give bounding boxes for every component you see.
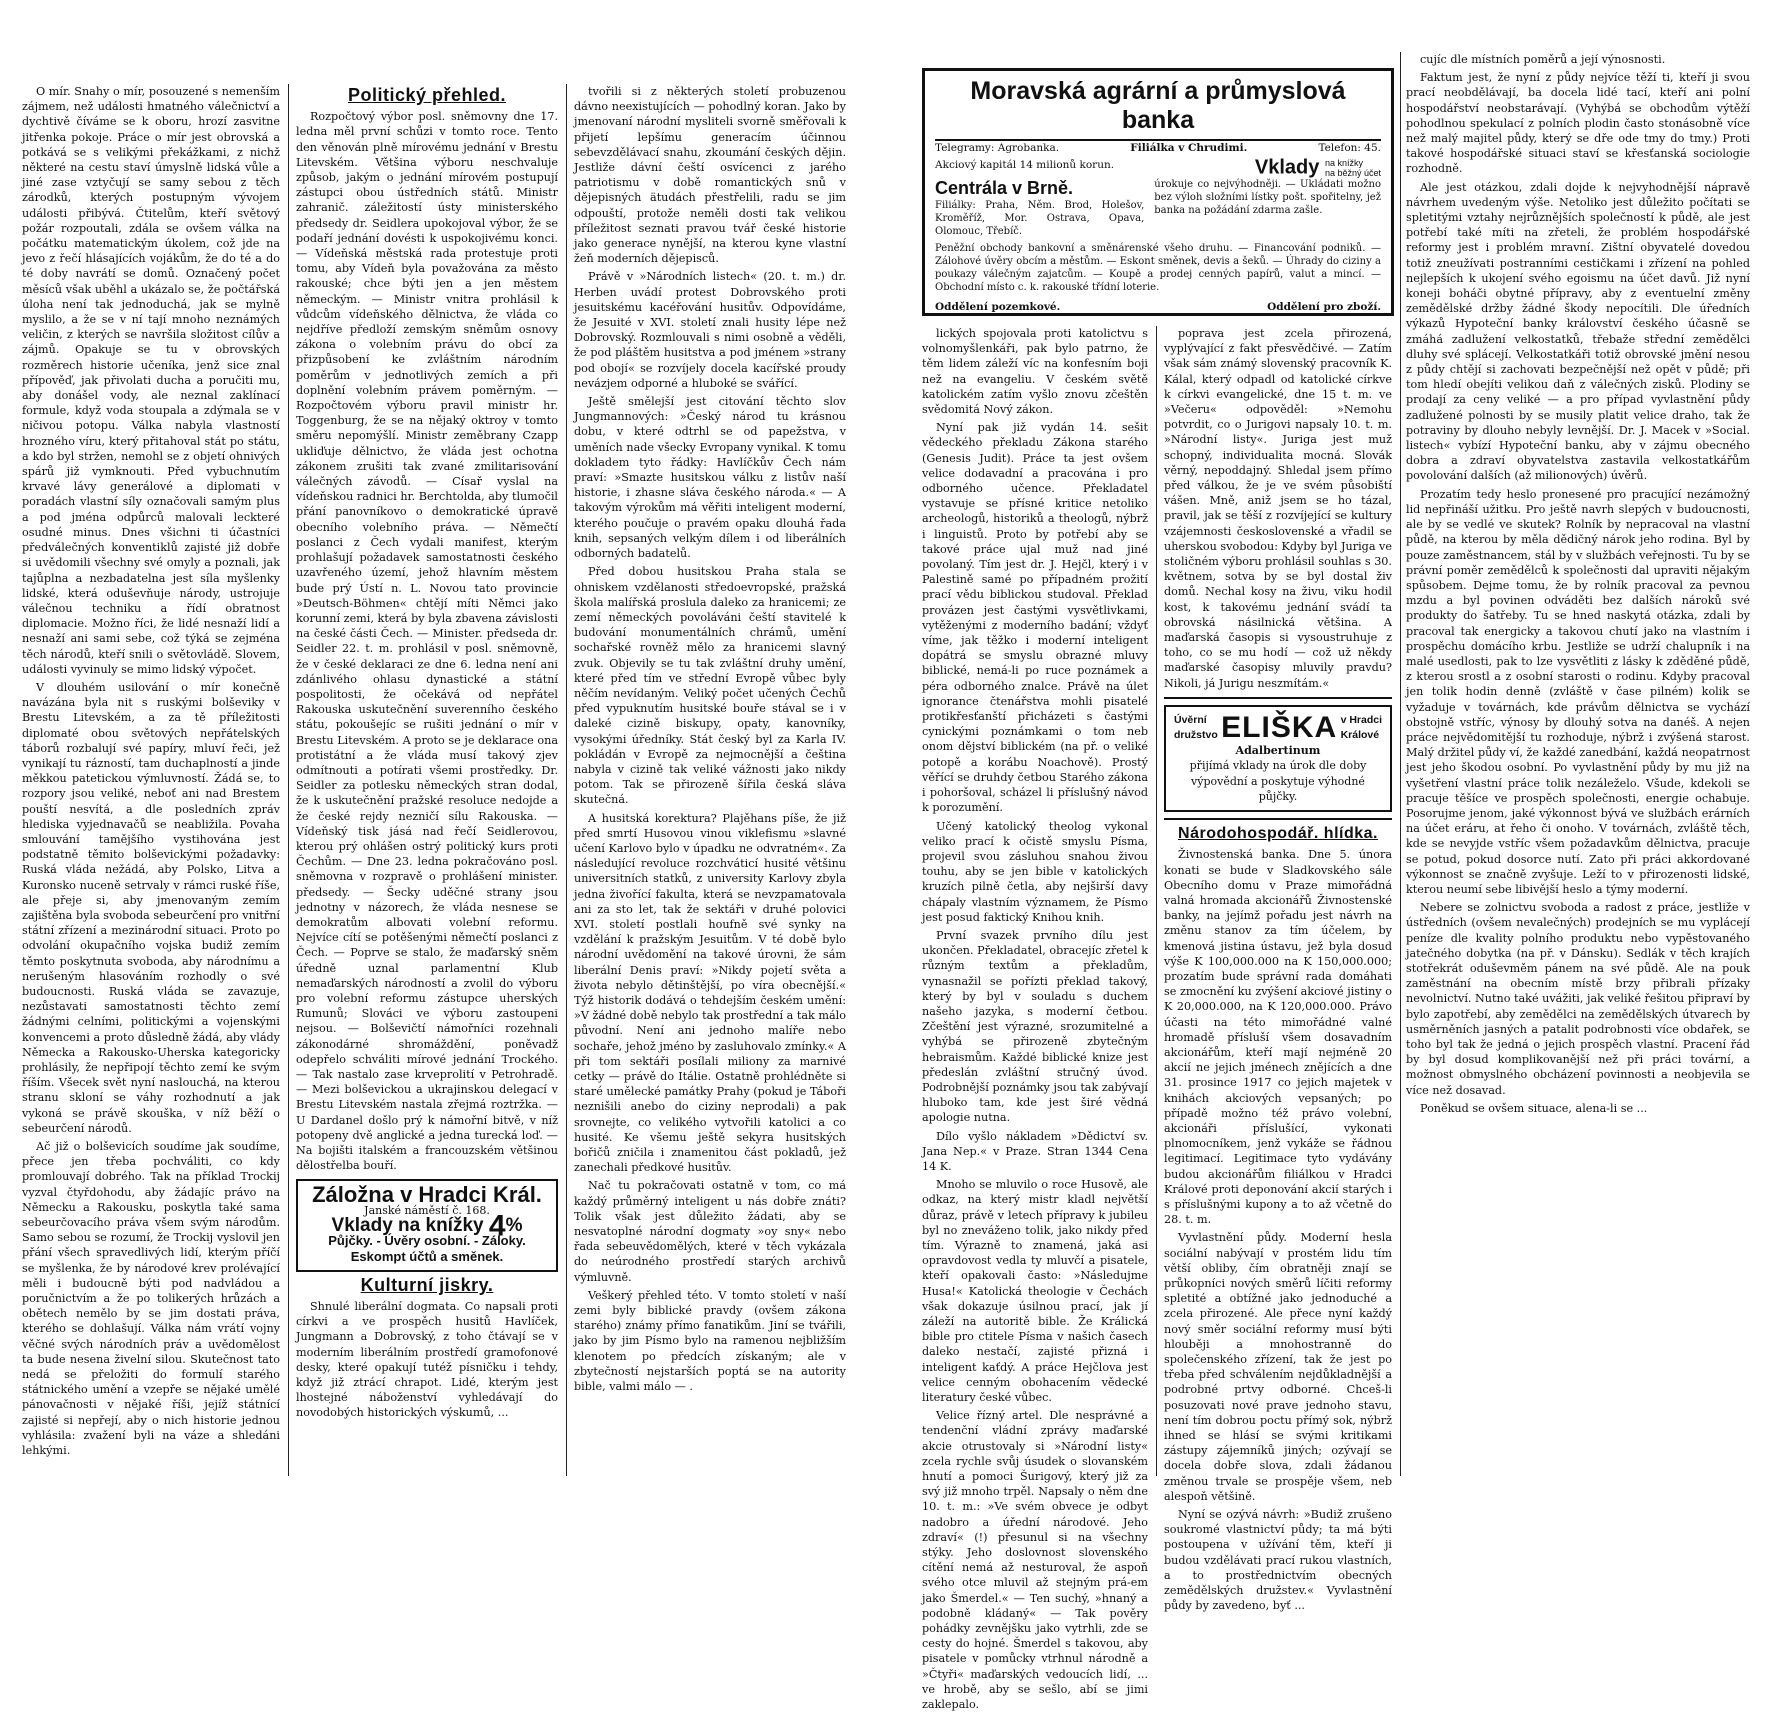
eliska-right-line-1: v Hradci <box>1340 713 1382 726</box>
eliska-right-line-2: Králové <box>1340 729 1380 742</box>
ad-line-2: Eskompt účtů a směnek. <box>350 1248 504 1264</box>
article-paragraph: lických spojovala proti katolictvu s volnomyšlenkáři, pak bylo patrno, že těm lidem záleží víc na konfesním boji než na evangeliu. V českém světě katolickém zatím vyšlo znovu zčeštěn svědomitá Nový zákon. <box>922 327 1148 417</box>
column-divider <box>1156 326 1157 1476</box>
bank-vklady-text: úrokuje co nejvýhodněji. — Ukládati možno bez výloh složními lístky pošt. spořitelny, jež banka na požádání zdarma zašle. <box>1154 179 1381 216</box>
article-paragraph: Shnulé liberální dogmata. Co napsali proti církvi a ve prospěch husitů Havlíček, Jungmann a Dobrovský, z toho čtávají se v moderním liberálním prostředí gramofonové desky, které opakují tutéž písničku i tehdy, když již ztrácí chrapot. Lidé, kterým jest lhostejné náboženství vyhledávají do novodobých historických výskumů, ... <box>296 1300 558 1420</box>
column-divider <box>1400 52 1401 1476</box>
article-paragraph: A husitská korektura? Plajěhans píše, že již před smrtí Husovou vinou viklefismu »slavné učení Karlovo bylo v úpadku ne odvratném«. Za následující revoluce rozchváticí husité většinu universitních statků, z university Karlovy zbyla jedna živořící fakulta, která se nevzpamatovala ani za sto let, tak že sektáři v druhé polovici XVI. století postlali houfně své synky na vzdělání k pražským Jesuitům. V té době bylo národní uvědomění na takové úrovni, že sám liberální Denis praví: »Nikdy pojetí světa a života nebylo dětinštější, po víra obecnější.« Týž historik dodává o tehdejším českém umění: »V žádné době nebylo tak prostřední a tak málo původní. Není ani jednoho malíře nebo sochaře, jehož jméno by zasluhovalo zmínky.« A při tom sektáři posílali miliony za marnivé cetky — právě do Itálie. Ostatně prohlédněte si staré umělecké památky Prahy (pokud je Táboři neznišili anebo do ciziny neprodali) a pak srovnejte, co velikého vytvořili katolici a co husité. Ke všemu ještě sekyra husitských bořičů zničila i znamenitou část pokladů, jež zanechali předkové husitův. <box>574 811 846 1175</box>
bank-vklady-option-2: na běžný účet <box>1324 168 1381 178</box>
bank-phone: Telefon: 45. <box>1318 142 1381 154</box>
ad-vklady-label: Vklady na knížky <box>331 1214 484 1236</box>
eliska-subtitle: Adalbertinum <box>1235 744 1321 758</box>
right-column-1 <box>922 326 1148 1712</box>
eliska-header <box>1174 713 1382 743</box>
article-paragraph: Učený katolický theolog vykonal veliko prací k očistě smyslu Písma, projevil svou zásluhou snahou živou touhu, aby se jen bible v katolických kruzích pilně četla, aby nejširší davy chápaly vlastním významem, že Písmo jest posud faktický Knihou knih. <box>922 819 1148 924</box>
left-newspaper-page <box>0 0 880 1500</box>
right-column-3 <box>1406 52 1750 1476</box>
article-paragraph: Právě v »Národních listech« (20. t. m.) dr. Herben uvádí protest Dobrovského proti jesuitskému kacéřování husitův. Odpovídáme, že Jesuité v XVI. století znali husity lépe než Dobrovský. Rozmlouvali s nimi osobně a věděli, že pod pláštěm husitstva a pod jménem »strany pod obojí« se rozvíjely docela kacířské proudy nevázjem odporné a hluboké se svářící. <box>574 270 846 390</box>
article-paragraph: O mír. Snahy o mír, posouzené s nemenším zájmem, než události hmatného válečnictví a dychtivě číváme se k oboru, hrozí zasvitne jitřenka pokoje. Práce o mír jest obrovská a potkává se s velikými překážkami, z nichž některé na cestu staví úmyslně lidská vůle a jiné zase vztyčují se samy sebou z těch zárodků, kterých postupným vývojem události přibývá. Čtitelům, kteří světový požár rozpoutali, zdála se ovšem válka na počátku matematickým úkolem, což jde na jevo z řečí hlásajících vojákům, že do té a do té doby navrátí se domů. Označený počet měsíců však uběhl a ukázalo se, že počtářská úloha není tak jednoduchá, jak se mylně myslilo, a že se v ní tají mnoho neznámých veličin, z kterých se navršila složitost cílův a zájmů. Opakuje se tu v obrovských rozměrech historie učeníka, jenž sice znal přípověď, jak přivolati ducha a poručiti mu, aby donášel vody, ale neznal zaklínací formule, když voda stoupala a zdýmala se v ničivou potopu. Válka nabyla vlastností hrozného víru, který přitahoval stát po státu, a kdo byl stržen, nemohl se z objetí ohnivých spárů již vymknouti. Před vybuchnutím krvavé lávy generálové a diplomati v poradách vlastní síly označovali samým plus a pod jména odpůrců malovali leckteré osudné minus. Dnes všichni ti účastníci předválečných konventiklů zajisté již dobře si uvědomili všechny své omyly a poznali, jak tajůplna a nezbadatelna jest síla myšlenky lidské, která oduševňuje národy, ustrojuje válečnou techniku a řídí obratnost diplomacie. Možno říci, že lidé nesnaží lidí a nesnaží ani sami sebe, což týká se zejména těch národů, kteří snili o světovládě. Slovem, události vyvinuly se mimo lidský výpočet. <box>22 85 280 676</box>
column-divider <box>288 84 289 1476</box>
bank-footer-row <box>935 300 1381 314</box>
ad-address: Janské náměstí č. 168. <box>364 1203 490 1217</box>
article-paragraph: Faktum jest, že nyní z půdy nejvíce těží ti, kteří ji svou prací neobdělávají, ba docela lidé tací, kteří ani polní hospodářství neobstarávají. (Vyhýbá se obchodům výtěží pohodlnou spekulací z polních plodin často stonásobně více než malý majitel půdy, který se dře ode tmy do tmy.) Proti takové hospodářské situaci staví se křesťanská sociologie rozhodně. <box>1406 71 1750 176</box>
bank-vklady-label: Vklady <box>1254 156 1320 179</box>
left-column-1 <box>22 84 280 1476</box>
article-paragraph: Ač již o bolševicích soudíme jak soudíme, přece jen třeba pochváliti, co kdy promlouvají dobrého. Tak na příklad Trockij vyzval čtyřdohodu, aby žádajíc právo na Německu a Rakousku, poskytla také sama sebeurčovacího práva všem svým národům. Samo sebou se rozumí, že Trockij vyslovil jen přání všech spravedlivých lidí, kterým příčí se myšlenka, že by národové krev prolévající měli i budoucně býti pod nadvládou a poručnictvím a že po tolikerých hrůzách a obětech nemělo by se jim dostati práva, kterého se dohlašují. Válka nám vrátí vojny věčné svých národních práv a uvědomělost ta bude nesena živelní silou. Skutečnost tato nedá se přeložiti do formulí starého státnického umění a vzepře se nějaké umělé pánovačnosti v nějaké říši, jejíž státnící zajisté si nepřejí, aby o nich historie jednou vyhlásila: zvažení byli na váze a shledáni lehkými. <box>22 1140 280 1458</box>
bank-centrala-block <box>935 178 1144 238</box>
bank-title: Moravská agrární a průmyslová banka <box>935 77 1381 141</box>
bank-capital: Akciový kapitál 14 milionů korun. <box>935 159 1115 171</box>
article-paragraph: Vyvlastnění půdy. Moderní hesla sociální nabývají v prostém lidu tím větší obliby, čím obratněji znají se průkopníci nových směrů líčiti reformy spletité a obtížné jako jednoduché a zcela přirozené. Ale přece nyní každý nový směr sociální reformy musí býti hlouběji a mnohostranně do společenského zřízení, tak že jest po třeba před schválením nejdůkladnější a podrobné prtvy odborné. Chceš-li posuzovati nové prave jednoho stavu, není tím dobrou poctu přímý sok, nýbrž ihned se hlásí se svými kritikami zástupy zájemníků jiných; ozývají se docela dobře slova, zdali žádanou změnou trvale se prospěje všem, neb alespoň většině. <box>1164 1231 1392 1503</box>
article-paragraph: V dlouhém usilování o mír konečně navázána byla nit s ruskými bolševiky v Brestu Litevském, a za tě příležitosti diplomaté obou světových nepřátelských táborů rozbalují své papíry, mluví řeči, jež vynikají tu rázností, tam duchaplností a jinde měkkou patetickou výmluvností. Žádá se, to rozpory jsou veliké, neboť ani nad Brestem pouští nesvítá, a dle posledních zpráv hlediska vyjednavačů se neabližila. Povaha smlouvání tamějšího vystihována jest podstatně těmito bolševickými požadavky: Ruská vláda nežádá, aby Polsko, Litva a Kuronsko nuceně setrvaly v rámci ruské říše, ale přeje si, aby jmenovaným zemím zajištěna byla svoboda sebeurčení pro vnitřní státní zřízení a mezinárodní situaci. Proto po odvolání okupačního vojska budiž zemím těmto poskytnuta svoboda, aby národnímu a nerušeným hlasováním rozhodly o své budoucnosti. Ruská vláda se zavazuje, nezůstavati samostatnosti těchto zemí žádnými celními, politickými a vojenskými konvencemi a proto důsledně žádá, aby vlády Německa a Rakousko-Uherska kategoricky prohlásily, že nepřipojí těchto zemí ke svým říším. Všecek svět nyní naslouchá, na kterou stranu skloní se váhy rozhodnutí a jak vykoná se právě skouška, v níž běží o sebeurčení národů. <box>22 680 280 1135</box>
article-paragraph: Ještě smělejší jest citování těchto slov Jungmannových: »Český národ tu krásnou dobu, v které odtrhl se od papežstva, v uměních nade všecky Evropany vynikal. K tomu dokladem tyto řádky: Havlíčkův Čech nám praví: »Smazte husitskou válku z listův naší historie, i zhasne sláva českého národa.« — A takovým výrokům má věřiti inteligent moderní, kterého poučuje o pravém opaku dlouhá řada knih, sepsaných velkým dílem i od liberálních odborných badatelů. <box>574 395 846 561</box>
right-column-2 <box>1164 326 1392 1613</box>
article-paragraph: Živnostenská banka. Dne 5. února konati se bude v Sladkovského sále Obecního domu v Praze mimořádná valná hromada akcionářů Živnostenské banky, na jejímž pořadu jest návrh na změnu stanov za tím účelem, by kmenová jistina ústavu, jež byla dosud výše K 100,000.000 na K 150,000.000; prozatím bude správní rada domáhati se zmocnění ku zvýšení akciové jistiny o K 20,000.000, na K 120,000.000. Právo účasti na této mimořádné valné hromadě přísluší všem dosavadním akcionářům, kteří mají nejméně 20 akcií ne jejich jménech znějících a dne 31. prosince 1917 co jejich majetek v knihách akciových vepsaných; po případě možno též právo volební, akcionáři příslušící, vykonati plnomocníkem, jenž vykáže se řádnou legitimací. Legitimace tyto vydávány budou akcionářům filiálkou v Hradci Králové proti deponování akcií starých i s příslušnými kupony a to až včetně do 28. t. m. <box>1164 848 1392 1227</box>
article-paragraph: Velice řízný artel. Dle nesprávné a tendenční vládní zprávy maďarské akcie otrustovaly si »Národní listy« zcela rychle svůj úsudek o slovanském hnutí a pomoci Šurigový, který již za svý již mnoho trpěl. Napsaly o něm dne 10. t. m.: »Ve svém obvece je odbyt nadobro a úřední národové. Jeho zdraví« (!) přesunul si na všechny stýky. Jeho doslovnost slovenského cítění nemá až nesturoval, že aspoň svého otce mluvil až stejným prá-em jako Šmerdel.« — Ten suchý, »hnaný a podobně kládaný« — Tak pověry pohádky zevnějšku jako vytrhli, zde se cesty do hojné. Šmerdel s takovou, aby pisatele v pomůcky vtrhnul národně a »Čtyři« maďarských vedoucích lidí, ... ve hrobě, aby se sešlo, abí se jimi zaklepalo. <box>922 1409 1148 1712</box>
article-paragraph: Prozatím tedy heslo pronesené pro pracující nezámožný lid nepřináší užitku. Pro ještě navrh slepých v budoucnosti, ale by se vedlé ve skutek? Rolník by nepracoval na vlastní půdě, na kterou by měla dědičný nárok jeho rodina. Byl by pouze zaměstnancem, stál by v službách veřejnosti. Tu by se právní poměr zemědělců k společnosti dal upraviti nějakým spůsobem. Dejme tomu, že by rolník pracoval za pevnou mzdu a byl povinen odváděti bez dalších nároků své produkty do šatřeby. Tu se hned naskytá otázka, zdali by pracoval tak energicky a takovou chutí jako na vlastním i prospěchu domácího krbu. Jestliže se udrží chalupník i na malé usedlosti, pak to lze vysvětliti z lásky k zděděné půdě, z kterou srostl a z osobní starosti o rodinu. Kdyby pracoval jen tolik hodin denně (zvláště v čase pilném) kolik se vyžaduje v továrnách, kde právům dělnictva se vychází obstojně vstříc, výnosy by dlouhý sotva na danéš. A nejen práce nejvědomitější tu rozhoduje, nýbrž i zvýšená starost. Malý držitel půdy ví, že každé zanedbání, každá neopatrnost jest jeho škodou osobní. Po vyvlastnění půdy by mu již na vyšetření vlastní práce tolik nezáleželo. Všude, kdekoli se pracuje těšíce ve prospěch společnosti, energie ochabuje. Posorujme jenom, jaké výkonnost bývá ve službách erárních na účet eráru, at řeho či onoho. V továrnách, zvláště těch, kde se nevyjde vstříc všem požadavkům dělnictva, pracuje se potud, pokud dosorce nutí. Zato při práci akkordované výkonnost se značně zvyšuje. Leží to v přirozenosti lidské, kterou neumí sebe libivější heslo a týmy moderní. <box>1406 487 1750 896</box>
page-gutter <box>880 0 904 1500</box>
bank-filialky: Filiálky: Praha, Něm. Brod, Holešov, Kroměříž, Mor. Ostrava, Opava, Olomouc, Třebíč. <box>935 200 1145 237</box>
section-title-politicky-prehled: Politický přehled. <box>347 85 507 105</box>
ad-line-1: Půjčky. - Úvěry osobní. - Záloky. <box>328 1233 526 1249</box>
article-paragraph: První svazek prvního dílu jest ukončen. Překladatel, obracejíc zřetel k různým textům a překladům, vynasnažil se pořízti překlad takový, který by byl v souladu s duchem našeho jazyka, s moderní četbou. Zčeštění jest výrazné, srozumitelné a vyhýbá se přirozeně zbytečným hebraismům. Každé biblické knize jest předeslán zvláštní stručný úvod. Podrobnější poznámky jsou tak zabývají hluboko tam, kde jest širé vědná apologie nutna. <box>922 928 1148 1125</box>
article-paragraph: tvořili si z některých století probuzenou dávno neexistujících — pohodlný koran. Jako by jmenovaní národní mysliteli svorně směřovali k přijetí lepšímu generacím účinnou sebevzdělávací snahu, zkoumání českých dějin. Jestliže dávní čeští osvícenci z jarého patriotismu v době romantických snů v dějepisných ätudách přestřelili, radu se jim odpouští, protože neměli dosti tak velikou příležitost seznati pravou tvář české historie jako generace nynější, na kterou kyne vlastní žeň moderních dějepisců. <box>574 85 846 266</box>
horizontal-rule <box>1164 818 1392 820</box>
bank-telegram: Telegramy: Agrobanka. <box>935 142 1060 154</box>
bank-capital-row <box>935 158 1381 178</box>
article-paragraph: Rozpočtový výbor posl. sněmovny dne 17. ledna měl první schůzi v tomto roce. Tento den věnován plně mírovému jednání v Brestu Litevském. Většina výboru neschvaluje způsob, jakým o jednání mírovém postupují zástupci obou ústředních států. Ministr zahranič. záležitostí ústy ministerského předsedy dr. Seidlera upokojoval výbor, že se podaří jednání dovésti k uspokojivému konci. — Vídeňská městská rada protestuje proti tomu, aby Vídeň byla považována za město rakouské; chce býti jen a jen městem německým. — Ministr vnitra prohlásil k vůdcům vídeňského dělnictva, že vláda co nejdříve předloží zemským sněmům osnovy zákona o volebním právu do obcí za přizpůsobení ke zvláštním národním poměrům v jednotlivých zemích a při doplnění volebním právem poměrným. — Rozpočtovém výboru pravil ministr hr. Toggenburg, že se na nějaký oktroy v tomto směru nepomýšlí. Ministr zeměbrany Czapp ukliďuje dělnictvo, že vláda jest ochotna zákonem zrušiti tak zvané zmilitarisování válečných závodů. — Císař vyslal na vídeňskou radnici hr. Berchtolda, aby tlumočil přání panovníkovo o demokratické úpravě obecního volebního práva. — Němečtí poslanci z Čech vydali manifest, kterým prohlašují požadavek samostatnosti českého uzavřeného území, jehož hlavním městem bude prý Ústí n. L. Novou tato provincie »Deutsch-Böhmen« chtějí míti Němci jako korunní zemi, která by byla zbavena závislosti na české části Čech. — Minister. předseda dr. Seidler 22. t. m. prohlásil v posl. sněmovně, že v české deklaraci ze dne 6. ledna není ani zdánlivého ohlasu dynastické a státní pospolitosti, že očekává od nepřátel Rakouska uskutečnění suverenního českého státu, pokoušejíc se rušiti jednání o mír v Brestu Litevském. A proto se je deklarace ona protistátní a že vláda musí takový zjev odmítnouti a potírati všemi prostředky. Dr. Seidler za potlesku německých stran dodal, že k uskutečnění pražské resoluce nedojde a že české rejdy nezničí sílu Rakouska. — Vídeňský tisk jásá nad řečí Seidlerovou, kterou prý ohlášen ostrý politický kurs proti Čechům. — Dne 23. ledna pokračováno posl. sněmovna v rozpravě o prohlášení minister. předsedy. — Šecky uděčné strany jsou jednotny v názorech, že vláda nesnese se demokratům albovati volební reformu. Nejvíce cítí se potěšenými němečtí poslanci z Čech. — Poprve se stalo, že maďarský sněm úředně uznal parlamentní Klub nemaďarských národností a zvolil do výboru pro volební reformu zástupce uherských Rumunů; Slováci ve výboru zastoupeni nejsou. — Bolševičtí námořníci rozehnali zákonodárné shromáždění, poněvadž odepřelo schváliti mírové jednání Trockého. — Tak nastalo zase krveprolití v Petrohradě. — Mezi bolševickou a ukrajinskou delegací v Brestu Litevském nastala zřejmá roztržka. — U Dardanel došlo prý k námořní bitvě, v níž potopeny dvě anglické a jedna turecká loď. — Na bojišti italském a francouzském většinou dělostřelba bouří. <box>296 110 558 1173</box>
bank-centrala: Centrála v Brně. <box>935 178 1074 198</box>
article-paragraph: Poněkud se ovšem situace, alena-li se ... <box>1420 1101 1648 1115</box>
left-column-3 <box>574 84 846 1476</box>
column-divider <box>566 84 567 1476</box>
ad-rate: 4 <box>488 1209 506 1243</box>
bank-department-land: Oddělení pozemkové. <box>935 301 1061 313</box>
ad-rate-suffix: % <box>505 1214 523 1236</box>
eliska-advertisement <box>1164 705 1392 812</box>
article-paragraph: Před dobou husitskou Praha stala se ohniskem vzdělanosti středoevropské, pražská škola malířská proslula daleko za hranicemi; ze zemí německých povoláváni čeští stavitelé k budování monumentálních chrámů, umění sochařské rovněž mělo za hranicemi slavný zvuk. Objevily se tu tak zvláštní druhy umění, které před tím ve střední Evropě vůbec byly něčím nevídaným. Veliký počet učených Čechů před vypuknutím husitské bouře stával se i v daleké cizině biskupy, opaty, kanovníky, vysokými úředníky. Stát český byl za Karla IV. pokládán v Evropě za nejmocnější a čeština nabyla v cizině tak veliké vážnosti jako nikdy potom. Tak se přirozeně šířila česká sláva skutečná. <box>574 565 846 807</box>
left-column-2 <box>296 84 558 1476</box>
article-paragraph: Nebere se zolnictvu svoboda a radost z práce, jestliže v ústředních (ovšem nevalečných) prodejních se mu vyplácejí peníze dle kvality polního produktu nebo vypěstovaného jatečného dobytka (na př. v Dánsku). Sedlák v těch krajích stotřekrát oduševměm pánem na své půdě. Ale na pouk zaměstnání na obecním místě brzy přibrali přízaky nevolnictví. Nutno také uvážiti, jak veliké řešitou připraví by bylo zapotřebí, aby zemědělci na zemědělských útvarech by usměrněních jasných a patalit podrobnosti více obdařek, se toho byl tak že jedná o jejich prospěch vlastní. Pracení řád by byl dosud komplikovanější než při práci tovární, a možnost obmyslného obcházení povinnosti a neobjevila se více než dosavad. <box>1406 901 1750 1097</box>
article-paragraph: cujíc dle místních poměrů a její výnosnosti. <box>1420 53 1666 66</box>
article-o-mir <box>22 84 280 1458</box>
eliska-right <box>1341 713 1382 743</box>
moravska-banka-advertisement <box>922 68 1394 316</box>
section-title-narodohospodarska-hlidka: Národohospodář. hlídka. <box>1178 825 1378 843</box>
article-paragraph: poprava jest zcela přirozená, vyplývající z fakt přesvědčivé. — Zatím však sám známý slovenský pracovník K. Kálal, který odpadl od katolické církve k církvi evangelické, dne 15 t. m. ve »Večeru« odpověděl: »Nemohu potvrdit, co o Jurigovi napsaly 10. t. m. »Národní listy«. Juriga jest muž schopný, individualita mocná. Slovák věrný, nepoddajný. Shledal jsem přímo před válkou, že je ve svém působiští vášen. Mně, aniž jsem se ho tázal, pravil, jak se těší z rozvíjející se kultury vzájemnosti československé a vřadil se uherskou svobodou: Kdyby byl Juriga ve stoličném výboru prohlásil souhlas s 30. květnem, sotva by se byl dostal živ domů. Nechal kosy na živu, viku hodil kost, k takovému jednání svádí ta obrovská násilnická většina. A maďarská časopis si vysoustruhuje z toho, co se mu hodí — což už někdy maďarské časopisy mluvily pravdu? Nikoli, já Jurigu neszmítám.« <box>1164 327 1392 690</box>
article-paragraph: Nač tu pokračovati ostatně v tom, co má každý průměrný inteligent u nás dobře znáti? Tolik však jest důležito žádati, aby se nesvatoplné národní dogmaty »oy sny« nebo řada sebeuvědomělých, které v těch vykázala do neúrodného prostředí starých archivů výmluvně. <box>574 1179 846 1284</box>
article-paragraph: Mnoho se mluvilo o roce Husově, ale odkaz, na který mistr kladl největší důraz, právě v letech přípravy k jubileu byl no zneváženo tolik, jako nikdy před tím. Výrazně to znamená, jaká asi opravdovost vedla ty mluvčí a pisatele, kteří opakovali často: »Následujme Husa!« Katolická theologie v Čechách však dokazuje úsilnou prací, jak jí záleží na autoritě bible. Že Králická bible pro ctitele Písma v našich časech daleko nestačí, zajisté přizná i inteligent kaťdý. A práce Hejčlova jest velice cenným obohacením vědecké literatury české vůbec. <box>922 1178 1148 1405</box>
bank-services: Peněžní obchody bankovní a směnárenské všeho druhu. — Financování podniků. — Zálohové úvěry obcím a městům. — Eskont směnek, devis a šeků. — Úhrady do ciziny a poukazy válečným zajatcům. — Koupě a prodej cenných papírů, valut a mincí. — Obchodní místo c. k. rakouské třídní loterie. <box>935 243 1381 293</box>
bank-vklady-options <box>1325 158 1381 178</box>
eliska-text: přijímá vklady na úrok dle doby výpovědní a poskytuje výhodné půjčky. <box>1189 759 1367 803</box>
eliska-left-line-2: družstvo <box>1174 729 1218 742</box>
eliska-left-line-1: Úvěrní <box>1174 713 1207 726</box>
zalozna-advertisement <box>296 1179 558 1271</box>
eliska-name: ELIŠKA <box>1221 711 1338 745</box>
bank-vklady <box>1255 158 1381 178</box>
bank-branch: Filiálka v Chrudimi. <box>1130 142 1248 154</box>
bank-header-row <box>935 141 1381 155</box>
bank-middle <box>935 178 1381 238</box>
section-title-kulturni-jiskry: Kulturní jiskry. <box>360 1274 494 1295</box>
bank-department-goods: Oddělení pro zboží. <box>1267 301 1381 313</box>
ad-title: Záložna v Hradci Král. <box>312 1182 542 1208</box>
eliska-left <box>1174 713 1218 743</box>
article-paragraph: Veškerý přehled této. V tomto století v naší zemi byly biblické pravdy (ovšem zákona starého) známy přímo fanatikům. Jiní se tvářili, jako by jim Písmo bylo na ramenou nejbližším klenotem po předcích získaným; ale v zbytečností nejstarších poptá se na autority bible, valmi málo — . <box>574 1288 846 1394</box>
right-newspaper-page <box>904 0 1776 1712</box>
article-paragraph: Nyní se ozývá návrh: »Budiž zrušeno soukromé vlastnictví půdy; ta má býti postoupena v užívání těm, kteří ji budou vzdělávati prací rukou vlastních, a to prostřednictvím obecných zemědělských družstev.« Vyvlastnění půdy by zavedeno, byť ... <box>1164 1508 1392 1613</box>
article-paragraph: Dílo vyšlo nákladem »Dědictví sv. Jana Nep.« v Praze. Stran 1344 Cena 14 K. <box>922 1129 1148 1173</box>
bank-vklady-option-1: na knížky <box>1324 158 1363 168</box>
article-paragraph: Ale jest otázkou, zdali dojde k nejvyhodnější nápravě návrhem uvedeným výše. Netoliko jest důležito počítati se spletitými vztahy nejrůznějších společností k půdě, ale jest potřebí také míti na zřeteli, že problém hospodářské reformy jest i problém mravní. Zištní obyvatelé dovedou totiž zneužívati postranními cestičkami i zřízení na pohled nejlepších k ukojení svého egoismu na účet davů. Již nyní koneji boháči obytné přípravy, aby z eventuelní změny zemědělské držby žádné škody nepocítili. Dle úředních výkazů Hypoteční banky království českého účasně se zmáhá zadlužení velkostatků, třebaže střední zemědělci dluhy své splácejí. Velkostatkáři totiž obrovské jmění nesou z půdy chtějí si zachovati bezpečnější než opět v půdě; při tom hledí obejíti velikou daň z válečných zisků. Plodiny se prodají za ceny veliké — a pro případ vyvlastnění půdy zadlužené polnosti by se musily platit velice draho, tak že potraviny by dlouho nebyly levnější. Dr. J. Macek v »Social. listech« vybízí Hypoteční banku, aby v zájmu obecného dobra a zdraví obyvatelstva zastavila velkostatkářům povolování dalších (až milionových) úvěrů. <box>1406 180 1750 483</box>
horizontal-rule <box>1164 697 1392 699</box>
article-paragraph: Nyní pak již vydán 14. sešit vědeckého překladu Zákona starého (Genesis Judit). Práce ta jest ovšem velice dodavadní a pracována i pro odborného učence. Překladatel vystavuje se přísné kritice netoliko archeologů, historiků a theologů, nýbrž i linguistů. Proto by potřebí aby se takové práce ujal muž nad jiné povolaný. Tím jest dr. J. Hejčl, který i v Palestině samé po případném prožití prací vědu biblickou studoval. Překlad provázen jest častými vysvětlivkami, vytěženými z moderního badání; vždyť víme, jak těžko i moderní inteligent dopátrá se smyslu obrazné mluvy biblické, nemá-li po ruce poznámek a péra odborného znalce. Právě na úlet ignorance čtenářstva mohli pisatelé protikřesťanští přicházeti s častými cynickými poznámkami o tom neb onom dějství biblickém (na př. o veliké potopě a korábu Noachově). Prostý věřící se druhdy četbou Starého zákona i pohoršoval, scházel li příslušný návod k porozumění. <box>922 421 1148 815</box>
